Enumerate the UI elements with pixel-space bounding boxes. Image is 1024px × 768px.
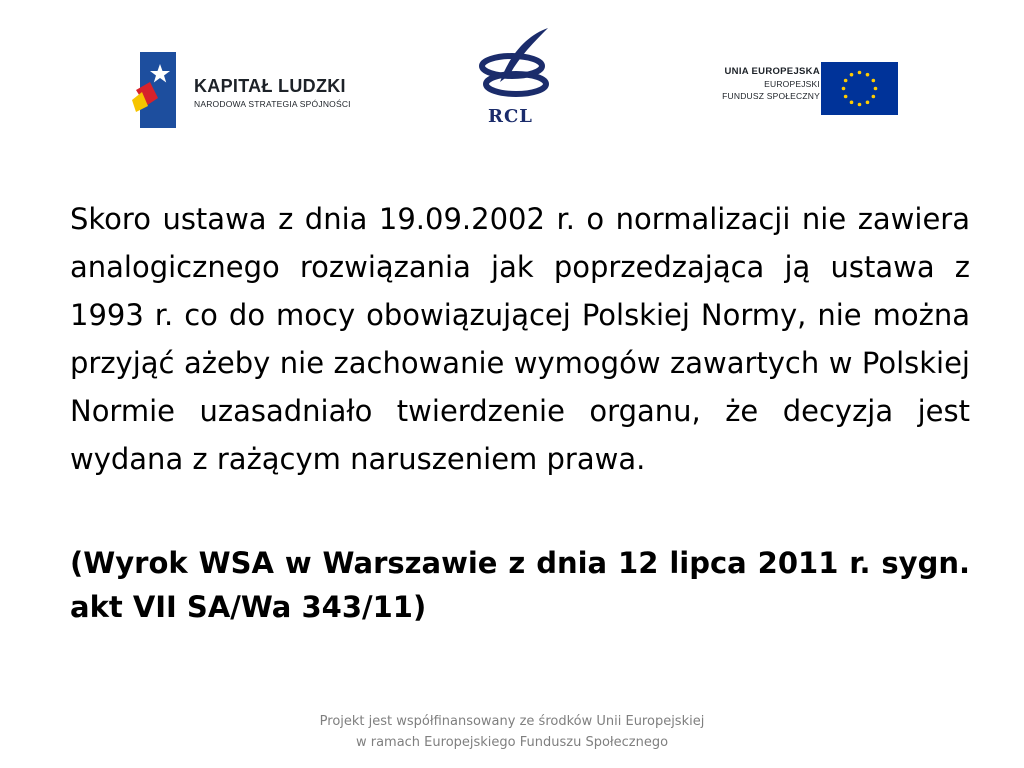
footer	[0, 711, 1024, 753]
eu-logo-line1: UNIA EUROPEJSKA	[724, 66, 820, 77]
eu-logo	[700, 62, 900, 118]
eu-star-icon	[872, 95, 876, 99]
eu-star-icon	[844, 79, 848, 83]
eu-star-icon	[858, 71, 862, 75]
eu-star-icon	[866, 73, 870, 77]
footer-line2: w ramach Europejskiego Funduszu Społecznego	[355, 735, 669, 750]
eu-flag-icon	[821, 62, 898, 115]
kapital-ludzki-title: KAPITAŁ LUDZKI	[194, 76, 346, 96]
eu-star-icon	[842, 87, 846, 91]
logo-header	[0, 0, 1024, 140]
eu-star-icon	[850, 101, 854, 105]
eu-logo-line2: EUROPEJSKI	[764, 79, 820, 89]
footer-line1: Projekt jest współfinansowany ze środków Unii Europejskiej	[319, 714, 705, 729]
eu-star-icon	[872, 79, 876, 83]
rcl-logo-text: RCL	[488, 106, 533, 127]
rcl-logo	[474, 26, 554, 130]
quill-emblem-icon	[474, 26, 554, 108]
kapital-ludzki-flag-icon	[132, 52, 176, 128]
eu-star-icon	[874, 87, 878, 91]
judgment-citation: (Wyrok WSA w Warszawie z dnia 12 lipca 2011 r. sygn. akt VII SA/Wa 343/11)	[70, 546, 970, 624]
eu-star-icon	[844, 95, 848, 99]
eu-logo-line3: FUNDUSZ SPOŁECZNY	[722, 91, 820, 101]
eu-logo-text	[722, 66, 820, 101]
kapital-ludzki-logo	[132, 52, 372, 132]
eu-star-icon	[858, 103, 862, 107]
eu-star-icon	[866, 101, 870, 105]
judgment-paragraph: Skoro ustawa z dnia 19.09.2002 r. o normalizacji nie zawiera analogicznego rozwiązania jak poprzedzająca ją ustawa z 1993 r. co do mocy obowiązującej Polskiej Normy, nie można przyjąć ażeby nie zachowanie wymogów zawartych w Polskiej Normie uzasadniało twierdzenie organu, że decyzja jest wydana z rażącym naruszeniem prawa.	[70, 202, 970, 476]
kapital-ludzki-subtitle: NARODOWA STRATEGIA SPÓJNOŚCI	[194, 99, 351, 109]
eu-star-icon	[850, 73, 854, 77]
